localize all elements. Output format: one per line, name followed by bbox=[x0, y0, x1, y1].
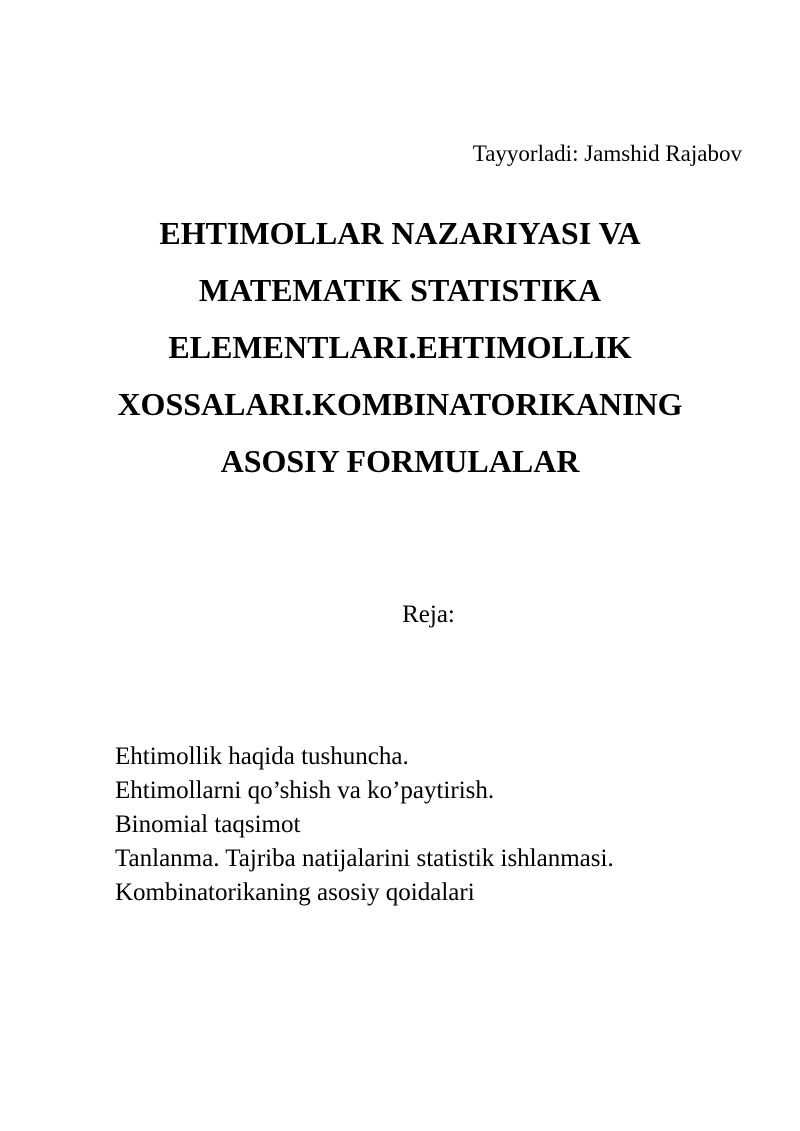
title-line: XOSSALARI.KOMBINATORIKANING bbox=[117, 386, 683, 422]
author-line: Tayyorladi: Jamshid Rajabov bbox=[472, 141, 742, 166]
title-line: ELEMENTLARI.EHTIMOLLIK bbox=[168, 329, 632, 365]
plan-list bbox=[115, 740, 614, 910]
plan-item: Tanlanma. Tajriba natijalarini statistik ishlanmasi. bbox=[115, 845, 614, 872]
document-title bbox=[60, 205, 740, 490]
plan-item: Kombinatorikaning asosiy qoidalari bbox=[115, 879, 475, 906]
plan-item: Binomial taqsimot bbox=[115, 811, 301, 838]
plan-heading: Reja: bbox=[402, 601, 455, 628]
plan-item: Ehtimollarni qo’shish va ko’paytirish. bbox=[115, 777, 495, 804]
title-line: EHTIMOLLAR NAZARIYASI VA bbox=[159, 215, 641, 251]
title-line: MATEMATIK STATISTIKA bbox=[198, 272, 602, 308]
title-line: ASOSIY FORMULALAR bbox=[220, 443, 580, 479]
plan-item: Ehtimollik haqida tushuncha. bbox=[115, 743, 409, 770]
